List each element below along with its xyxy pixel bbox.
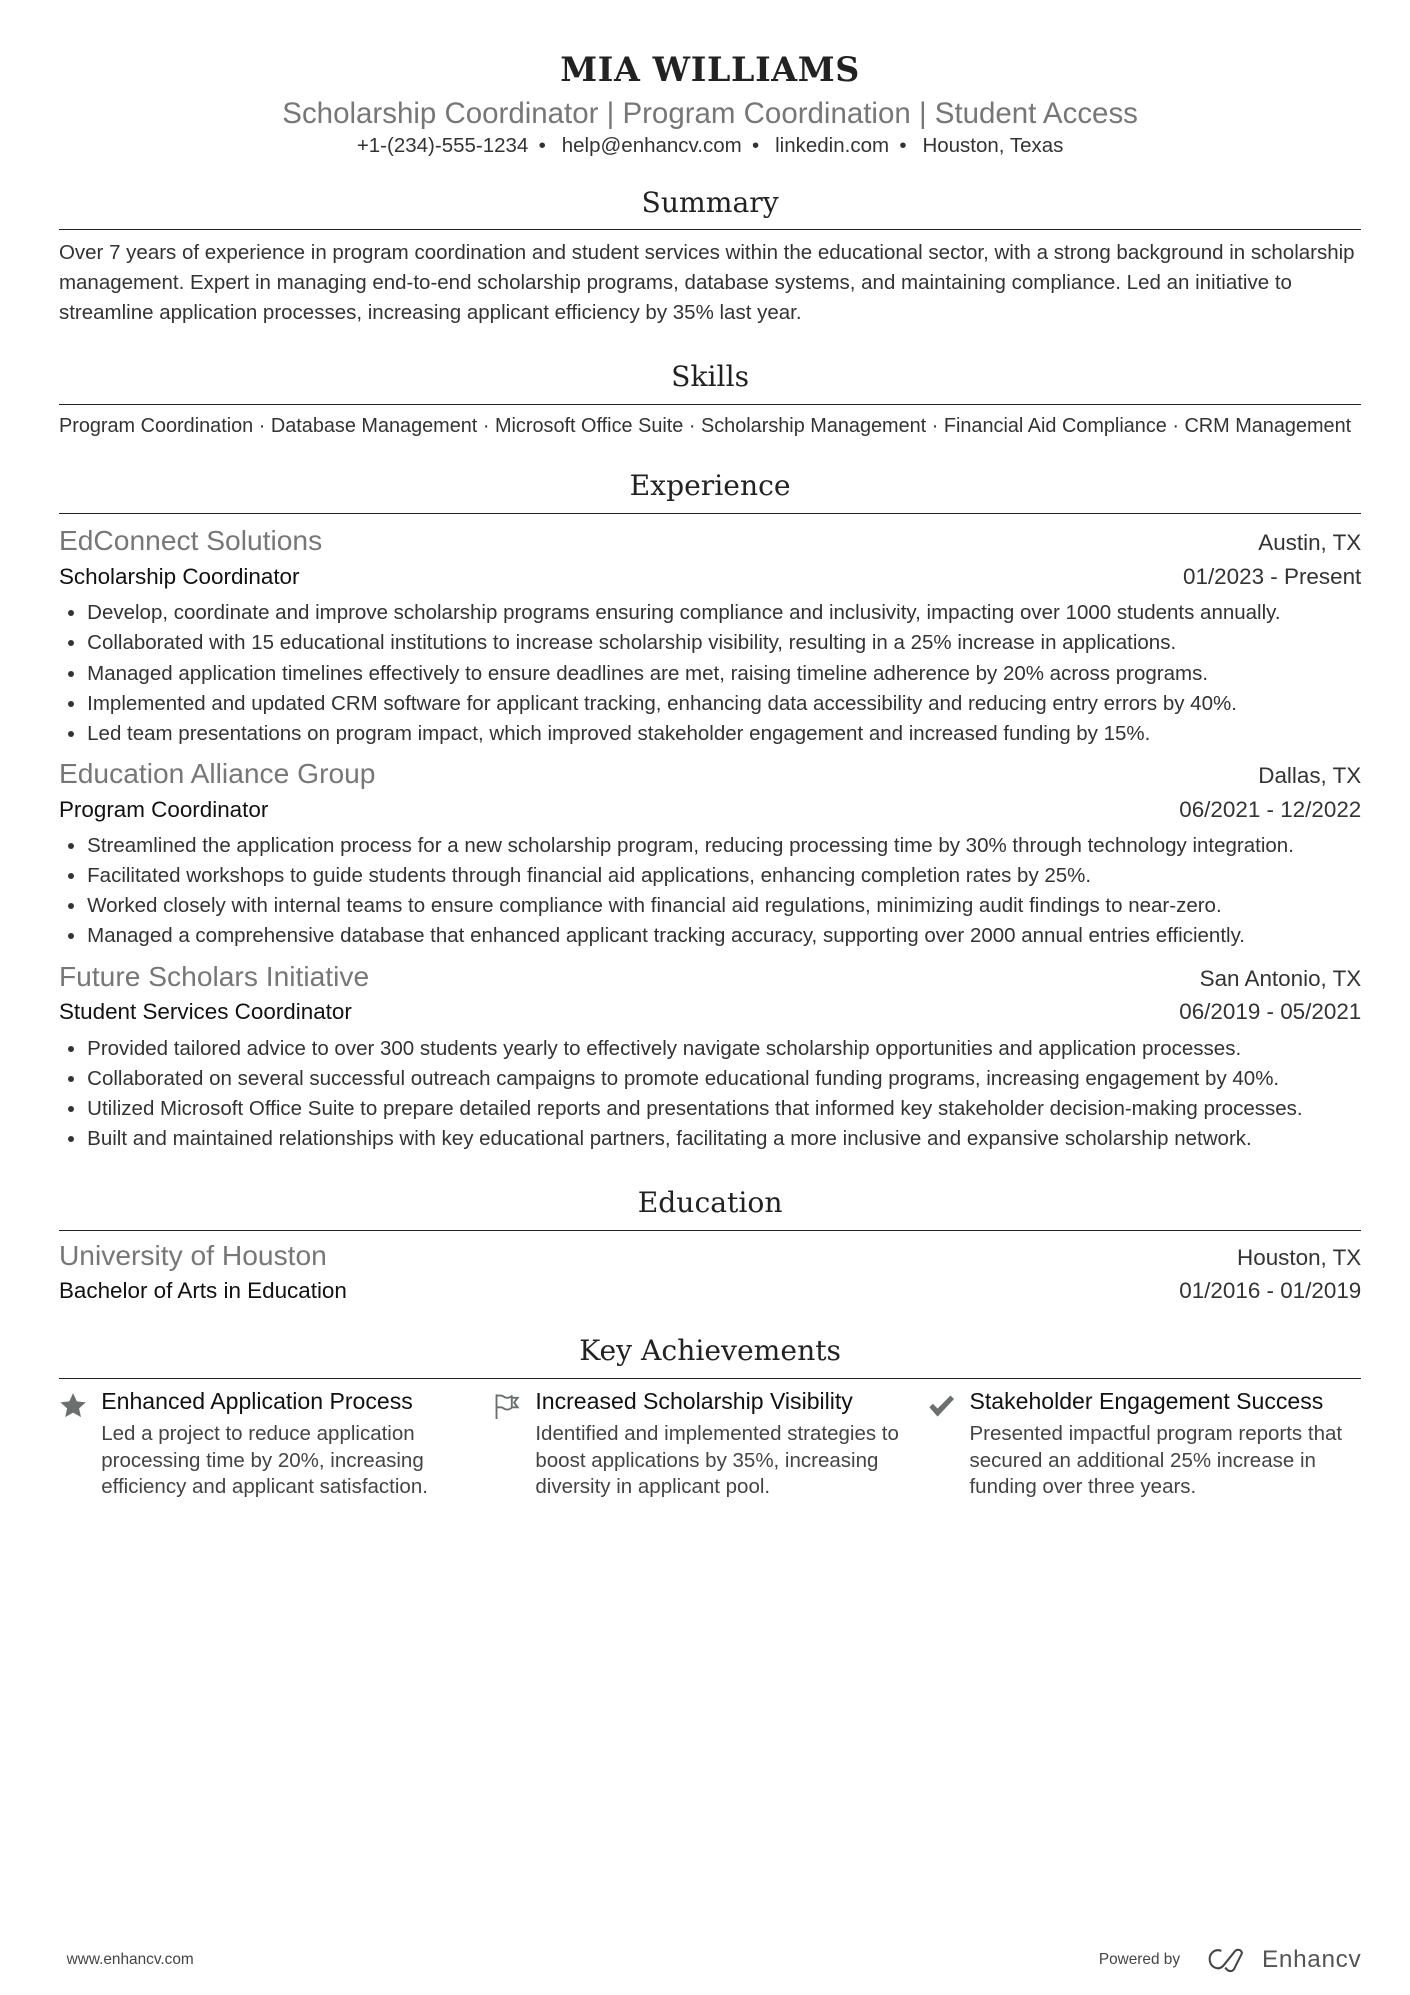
job-dates: 06/2019 - 05/2021 bbox=[1179, 999, 1362, 1025]
summary-heading: Summary bbox=[59, 185, 1361, 231]
footer bbox=[67, 1946, 1362, 1974]
job-location: San Antonio, TX bbox=[1199, 965, 1362, 991]
achievement-desc: Presented impactful program reports that secured an additional 25% increase in funding over three years. bbox=[969, 1422, 1343, 1498]
company-name: Education Alliance Group bbox=[58, 757, 376, 790]
job-entry bbox=[59, 521, 1361, 749]
job-entry bbox=[59, 957, 1361, 1154]
job-bullet: • Streamlined the application process for a new scholarship program, reducing processing time by 30% through technology integration. bbox=[87, 831, 1361, 861]
achievement-item bbox=[927, 1387, 1361, 1500]
job-location: Dallas, TX bbox=[1258, 763, 1362, 789]
school-location: Houston, TX bbox=[1237, 1244, 1362, 1270]
job-bullet: • Led team presentations on program impact, which improved stakeholder engagement and increased funding by 15%. bbox=[87, 719, 1361, 749]
linkedin-link[interactable]: linkedin.com bbox=[775, 134, 890, 158]
degree: Bachelor of Arts in Education bbox=[58, 1278, 347, 1304]
job-bullet: • Facilitated workshops to guide students through financial aid applications, enhancing completion rates by 25%. bbox=[87, 861, 1361, 891]
job-dates: 01/2023 - Present bbox=[1183, 563, 1362, 589]
contact-line: +1-(234)-555-1234 • help@enhancv.com • linkedin.com • Houston, Texas bbox=[356, 134, 1064, 158]
job-bullet: • Develop, coordinate and improve scholarship programs ensuring compliance and inclusivity, impacting over 1000 students annually. bbox=[87, 598, 1361, 628]
job-title: Student Services Coordinator bbox=[58, 999, 352, 1025]
job-bullets bbox=[59, 598, 1361, 749]
achievement-desc: Identified and implemented strategies to boost applications by 35%, increasing diversity in applicant pool. bbox=[535, 1422, 899, 1498]
location: Houston, Texas bbox=[922, 134, 1064, 158]
phone: +1-(234)-555-1234 bbox=[356, 134, 529, 158]
education-heading: Education bbox=[59, 1185, 1361, 1231]
job-bullet: • Built and maintained relationships with key educational partners, facilitating a more inclusive and expansive scholarship network. bbox=[87, 1124, 1361, 1154]
job-bullet: • Implemented and updated CRM software for applicant tracking, enhancing data accessibility and reducing entry errors by 40%. bbox=[87, 689, 1361, 719]
email-link[interactable]: help@enhancv.com bbox=[561, 134, 742, 158]
achievement-item bbox=[493, 1387, 927, 1500]
job-title: Program Coordinator bbox=[58, 796, 269, 822]
job-bullet: • Managed a comprehensive database that enhanced applicant tracking accuracy, supporting over 2000 annual entries efficiently. bbox=[87, 921, 1361, 951]
job-bullet: • Managed application timelines effectively to ensure deadlines are met, raising timeline adherence by 20% across programs. bbox=[87, 659, 1361, 689]
company-name: EdConnect Solutions bbox=[58, 524, 323, 557]
job-bullet: • Utilized Microsoft Office Suite to prepare detailed reports and presentations that informed key stakeholder decision-making processes. bbox=[87, 1094, 1361, 1124]
flag-icon bbox=[493, 1387, 535, 1500]
website-link[interactable]: www.enhancv.com bbox=[66, 1950, 194, 1968]
job-bullet: • Provided tailored advice to over 300 students yearly to effectively navigate scholarship opportunities and application processes. bbox=[87, 1034, 1361, 1064]
brand-name: Enhancv bbox=[1262, 1945, 1362, 1973]
education-dates: 01/2016 - 01/2019 bbox=[1179, 1278, 1362, 1304]
achievements-heading: Key Achievements bbox=[59, 1333, 1361, 1379]
job-location: Austin, TX bbox=[1258, 530, 1362, 556]
job-bullet: • Collaborated with 15 educational institutions to increase scholarship visibility, resulting in a 25% increase in applications. bbox=[87, 628, 1361, 658]
achievement-title: Increased Scholarship Visibility bbox=[535, 1387, 853, 1414]
job-bullet: • Collaborated on several successful outreach campaigns to promote educational funding programs, increasing engagement by 40%. bbox=[87, 1064, 1361, 1094]
powered-by-label: Powered by bbox=[1098, 1950, 1181, 1968]
experience-heading: Experience bbox=[59, 468, 1361, 514]
enhancv-logo-icon bbox=[1206, 1947, 1252, 1973]
skills-heading: Skills bbox=[59, 359, 1361, 405]
powered-by[interactable] bbox=[1099, 1946, 1361, 1974]
headline: Scholarship Coordinator | Program Coordination | Student Access bbox=[282, 96, 1138, 130]
company-name: Future Scholars Initiative bbox=[58, 959, 370, 992]
skills-list: Program Coordination · Database Management · Microsoft Office Suite · Scholarship Management · Financial Aid Compliance · CRM Management bbox=[58, 414, 1352, 437]
job-title: Scholarship Coordinator bbox=[58, 563, 300, 589]
achievement-item bbox=[59, 1387, 493, 1500]
job-bullets bbox=[59, 831, 1361, 952]
check-icon bbox=[927, 1387, 969, 1500]
education-entry bbox=[59, 1236, 1361, 1308]
summary-text: Over 7 years of experience in program coordination and student services within the educational sector, with a strong background in scholarship management. Expert in managing end-to-end scholarship programs, database systems, and maintaining compliance. Led an initiative to streamline application processes, increasing applicant efficiency by 35% last year. bbox=[58, 241, 1355, 325]
achievement-desc: Led a project to reduce application processing time by 20%, increasing efficiency and applicant satisfaction. bbox=[101, 1422, 428, 1498]
job-entry bbox=[59, 754, 1361, 951]
job-bullets bbox=[59, 1034, 1361, 1155]
candidate-name: MIA WILLIAMS bbox=[560, 50, 860, 90]
job-bullet: • Worked closely with internal teams to ensure compliance with financial aid regulations, minimizing audit findings to near-zero. bbox=[87, 891, 1361, 921]
school-name: University of Houston bbox=[58, 1238, 327, 1271]
star-icon bbox=[59, 1387, 101, 1500]
achievement-title: Enhanced Application Process bbox=[101, 1387, 413, 1414]
job-dates: 06/2021 - 12/2022 bbox=[1179, 796, 1362, 822]
achievement-title: Stakeholder Engagement Success bbox=[969, 1387, 1324, 1414]
